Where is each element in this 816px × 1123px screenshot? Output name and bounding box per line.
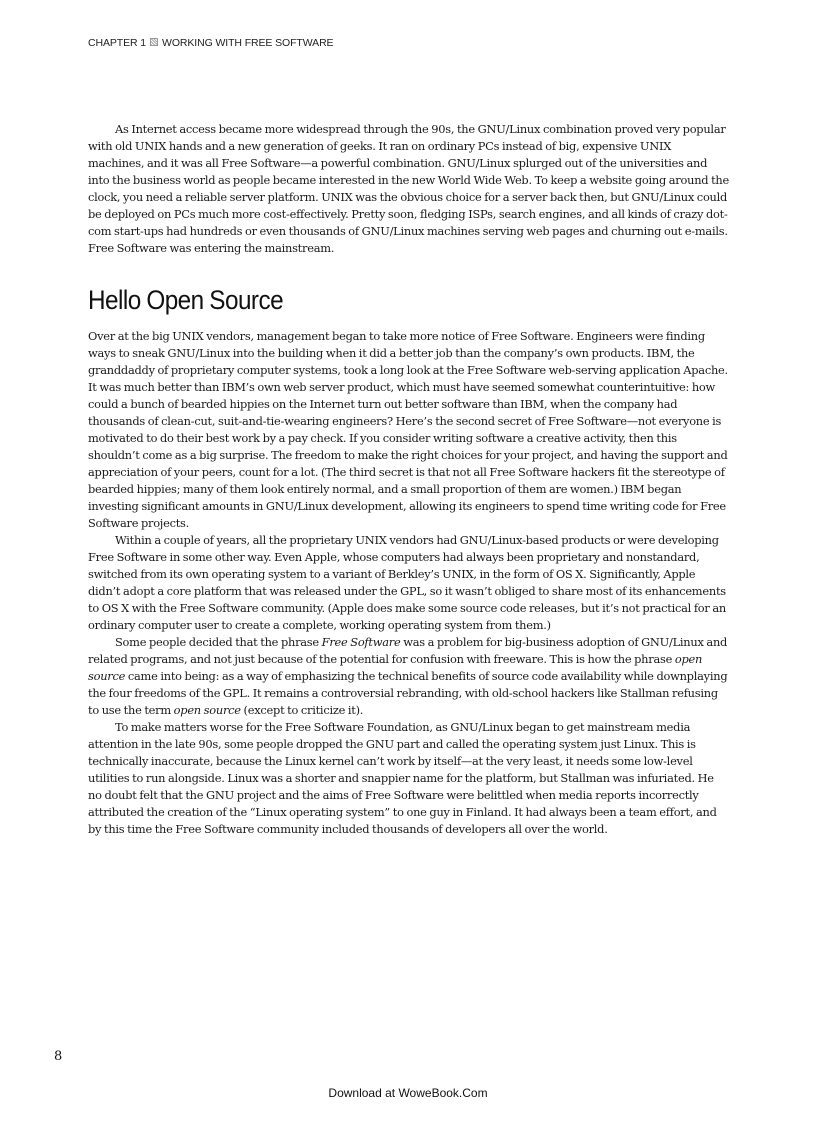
body-paragraph-4: To make matters worse for the Free Software Foundation, as GNU/Linux began to get mainstream media attention in the late 90s, some people dropped the GNU part and called the operating system just Linux. This is technically inaccurate, because the Linux kernel can’t work by itself—at the very least, it needs some low-level utilities to run alongside. Linux was a shorter and snappier name for the platform, but Stallman was infuriated. He no doubt felt that the GNU project and the aims of Free Software were belittled when media reports incorrectly attributed the creation of the “Linux operating system” to one guy in Finland. It had always been a team effort, and by this time the Free Software community included thousands of developers all over the world. (88, 720, 717, 836)
body-paragraph-3 (88, 634, 730, 719)
section-heading: Hello Open Source (88, 285, 284, 315)
text-run: came into being: as a way of emphasizing the technical benefits of source code availability while downplaying the four freedoms of the GPL. It remains a controversial rebranding, with old-school hackers like Stallman refusing to use the term (88, 669, 728, 717)
text-run: (except to criticize it). (240, 703, 364, 717)
emphasis-open-source: open source (88, 652, 703, 683)
separator-square-icon (150, 38, 158, 46)
body-paragraph-2: Within a couple of years, all the proprietary UNIX vendors had GNU/Linux-based products or were developing Free Software in some other way. Even Apple, whose computers had always been proprietary and nonstandard, switched from its own operating system to a variant of Berkley’s UNIX, in the form of OS X. Significantly, Apple didn’t adopt a core platform that was released under the GPL, so it wasn’t obliged to share most of its enhancements to OS X with the Free Software community. (Apple does make some source code releases, but it’s not practical for an ordinary computer user to create a complete, working operating system from them.) (88, 533, 726, 632)
running-header (88, 37, 333, 49)
chapter-label: CHAPTER 1 (88, 37, 147, 49)
text-run: was a problem for big-business adoption of GNU/Linux and related programs, and not just because of the potential for confusion with freeware. This is how the phrase (88, 635, 728, 666)
chapter-title: WORKING WITH FREE SOFTWARE (162, 37, 334, 49)
intro-paragraph: As Internet access became more widespread through the 90s, the GNU/Linux combination proved very popular with old UNIX hands and a new generation of geeks. It ran on ordinary PCs instead of big, expensive UNIX machines, and it was all Free Software—a powerful combination. GNU/Linux splurged out of the universities and into the business world as people became interested in the new World Wide Web. To keep a website going around the clock, you need a reliable server platform. UNIX was the obvious choice for a server back then, but GNU/Linux could be deployed on PCs much more cost-effectively. Pretty soon, fledging ISPs, search engines, and all kinds of crazy dot-com start-ups had hundreds or even thousands of GNU/Linux machines serving web pages and churning out e-mails. Free Software was entering the mainstream. (88, 122, 729, 255)
download-footer: Download at WoweBook.Com (328, 1086, 488, 1100)
body-paragraph-1: Over at the big UNIX vendors, management began to take more notice of Free Software. Engineers were finding ways to sneak GNU/Linux into the building when it did a better job than the company’s own products. IBM, the granddaddy of proprietary computer systems, took a long look at the Free Software web-serving application Apache. It was much better than IBM’s own web server product, which must have seemed somewhat counterintuitive: how could a bunch of bearded hippies on the Internet turn out better software than IBM, when the company had thousands of clean-cut, suit-and-tie-wearing engineers? Here’s the second secret of Free Software—not everyone is motivated to do their best work by a pay check. If you consider writing software a creative activity, then this shouldn’t come as a big surprise. The freedom to make the right choices for your project, and having the support and appreciation of your peers, count for a lot. (The third secret is that not all Free Software hackers fit the stereotype of bearded hippies; many of them look entirely normal, and a small proportion of them are women.) IBM began investing significant amounts in GNU/Linux development, allowing its engineers to spend time writing code for Free Software projects. (88, 329, 728, 530)
page-number: 8 (54, 1049, 63, 1064)
page-body (88, 121, 730, 838)
emphasis-open-source: open source (173, 703, 241, 717)
text-run: Some people decided that the phrase (115, 635, 322, 649)
emphasis-free-software: Free Software (321, 635, 401, 649)
